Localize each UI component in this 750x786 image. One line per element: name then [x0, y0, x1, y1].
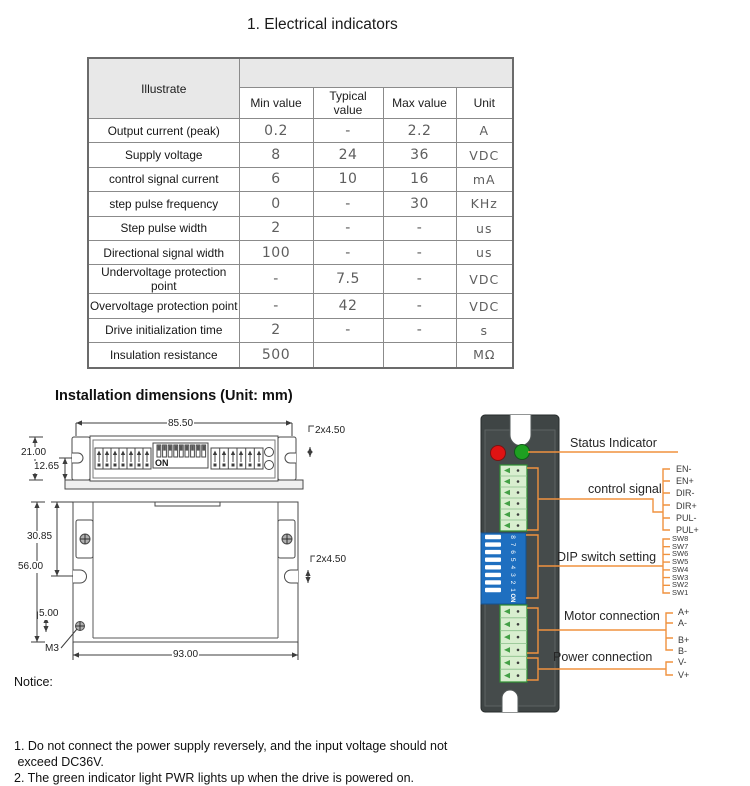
installation-title: Installation dimensions (Unit: mm): [55, 388, 293, 404]
pin-label: SW8: [672, 534, 689, 543]
green-led: [515, 445, 530, 460]
front-view-right-slot: [285, 570, 299, 583]
power-connection-label: Power connection: [553, 650, 653, 664]
max-value-cell: 16: [383, 167, 456, 191]
dip-number: 6: [509, 550, 516, 554]
typical-value-cell: [313, 343, 383, 368]
pin-label: A+: [678, 607, 690, 617]
front-view-left-slot: [73, 570, 87, 583]
electrical-indicators-table: [87, 57, 514, 369]
typical-value-cell: -: [313, 119, 383, 143]
col-header-unit: Unit: [456, 88, 513, 119]
page-title: 1. Electrical indicators: [247, 16, 398, 33]
pin-label: PUL+: [676, 525, 699, 536]
pin-label: SW5: [672, 557, 689, 567]
dip-on-label: ON: [509, 593, 515, 603]
min-value-cell: 2: [239, 318, 313, 342]
row-label-cell: Drive initialization time: [88, 318, 239, 342]
pin-label: SW3: [672, 572, 689, 582]
pin-label: SW7: [672, 541, 689, 551]
top-view-on-label: ON: [155, 458, 169, 468]
unit-cell: VDC: [456, 143, 513, 167]
control-terminal: [500, 465, 527, 531]
status-indicator-label: Status Indicator: [570, 436, 657, 450]
pin-label: V-: [678, 657, 687, 667]
unit-cell: MΩ: [456, 343, 513, 368]
unit-cell: s: [456, 318, 513, 342]
pin-label: PUL-: [676, 512, 697, 523]
typical-value-cell: -: [313, 216, 383, 240]
dim-front-hole: 30.85: [27, 531, 53, 542]
pin-label: DIR-: [676, 488, 695, 499]
dip-number: 4: [509, 565, 516, 570]
dip-number: 2: [509, 580, 516, 585]
unit-cell: A: [456, 119, 513, 143]
notice-line: exceed DC36V.: [14, 755, 104, 769]
pin-label: EN+: [676, 476, 694, 487]
driver-bottom-notch: [502, 690, 518, 712]
pin-label: B+: [678, 635, 690, 645]
notice-line: 1. Do not connect the power supply reversely, and the input voltage should not: [14, 739, 448, 753]
pin-label: A-: [678, 618, 687, 628]
table-row: [88, 294, 513, 318]
min-value-cell: 100: [239, 240, 313, 264]
max-value-cell: 30: [383, 192, 456, 216]
row-label-cell: Step pulse width: [88, 216, 239, 240]
power-pin-bracket: [666, 662, 673, 675]
dim-top-slot: 2x4.50: [315, 425, 346, 436]
row-label-cell: step pulse frequency: [88, 192, 239, 216]
dip-number: 8: [509, 535, 516, 539]
max-value-cell: -: [383, 294, 456, 318]
typical-value-cell: 24: [313, 143, 383, 167]
max-value-cell: 2.2: [383, 119, 456, 143]
row-label-cell: Directional signal width: [88, 240, 239, 264]
motor-connection-label: Motor connection: [564, 609, 660, 623]
row-label-cell: Overvoltage protection point: [88, 294, 239, 318]
notice-title: Notice:: [14, 675, 53, 689]
min-value-cell: 2: [239, 216, 313, 240]
min-value-cell: 0: [239, 192, 313, 216]
typical-value-cell: 10: [313, 167, 383, 191]
min-value-cell: -: [239, 265, 313, 294]
top-view-left-slot: [72, 453, 83, 463]
typical-value-cell: -: [313, 240, 383, 264]
motor-pin-list: [678, 607, 689, 657]
min-value-cell: -: [239, 294, 313, 318]
table-row: [88, 318, 513, 342]
unit-cell: KHz: [456, 192, 513, 216]
unit-cell: VDC: [456, 294, 513, 318]
typical-value-cell: -: [313, 318, 383, 342]
table-row: [88, 167, 513, 191]
unit-cell: mA: [456, 167, 513, 191]
pin-label: V+: [678, 670, 690, 680]
control-pin-bracket: [663, 469, 670, 530]
driver-diagram: [470, 408, 750, 720]
unit-cell: us: [456, 240, 513, 264]
typical-value-cell: 42: [313, 294, 383, 318]
dim-front-width: 93.00: [173, 649, 199, 660]
min-value-cell: 6: [239, 167, 313, 191]
dim-top-height: 21.00: [21, 447, 47, 458]
table-row: [88, 192, 513, 216]
notice-lines: [14, 690, 447, 786]
min-value-cell: 500: [239, 343, 313, 368]
typical-value-cell: -: [313, 192, 383, 216]
table-header-band: [239, 58, 513, 88]
dim-front-height: 56.00: [18, 561, 44, 572]
dim-front-offset: 5.00: [39, 608, 59, 619]
row-label-cell: Insulation resistance: [88, 343, 239, 368]
unit-cell: VDC: [456, 265, 513, 294]
pin-label: EN-: [676, 464, 692, 474]
max-value-cell: -: [383, 318, 456, 342]
red-led: [491, 446, 506, 461]
dip-switch: [481, 533, 526, 604]
table-row: [88, 143, 513, 167]
table-row: [88, 119, 513, 143]
table-row: [88, 265, 513, 294]
row-label-cell: Supply voltage: [88, 143, 239, 167]
pin-label: SW4: [672, 564, 689, 574]
table-row: [88, 240, 513, 264]
dip-switch-setting-label: DIP switch setting: [557, 550, 657, 564]
max-value-cell: -: [383, 265, 456, 294]
control-signal-label: control signal: [588, 482, 662, 496]
dip-number: 1: [509, 588, 516, 592]
dim-top-inner: 12.65: [34, 461, 60, 472]
dim-top-width: 85.50: [168, 418, 194, 429]
dip-number: 3: [509, 573, 516, 577]
pin-label: DIR+: [676, 500, 697, 511]
pin-label: SW2: [672, 580, 689, 590]
unit-cell: us: [456, 216, 513, 240]
dip-number: 7: [509, 542, 516, 547]
notice-line: 2. The green indicator light PWR lights up when the drive is powered on.: [14, 771, 414, 785]
dip-pin-list: [672, 535, 688, 597]
pin-label: SW1: [672, 587, 689, 597]
control-pin-list: [676, 463, 699, 536]
col-header-max: Max value: [383, 88, 456, 119]
power-pin-list: [678, 656, 689, 682]
min-value-cell: 8: [239, 143, 313, 167]
front-view-body: [73, 502, 298, 642]
top-view-right-slot: [285, 453, 296, 463]
pin-label: B-: [678, 646, 687, 656]
installation-drawing: [15, 410, 370, 675]
table-corner-header: Illustrate: [88, 58, 239, 119]
max-value-cell: -: [383, 216, 456, 240]
dim-front-slot: 2x4.50: [316, 554, 347, 565]
motor-pin-bracket: [666, 613, 673, 650]
notice-block: [14, 674, 447, 786]
col-header-typical: Typical value: [313, 88, 383, 119]
row-label-cell: control signal current: [88, 167, 239, 191]
typical-value-cell: 7.5: [313, 265, 383, 294]
col-header-min: Min value: [239, 88, 313, 119]
pin-label: SW6: [672, 549, 689, 559]
dip-number: 5: [509, 557, 516, 562]
max-value-cell: 36: [383, 143, 456, 167]
max-value-cell: -: [383, 240, 456, 264]
dip-pin-bracket: [663, 539, 670, 593]
driver-top-notch: [510, 415, 531, 446]
motor-power-terminal: [500, 605, 527, 682]
row-label-cell: Output current (peak): [88, 119, 239, 143]
max-value-cell: [383, 343, 456, 368]
dim-front-screw: M3: [45, 643, 59, 654]
table-body: [88, 119, 513, 368]
table-row: [88, 343, 513, 368]
min-value-cell: 0.2: [239, 119, 313, 143]
row-label-cell: Undervoltage protection point: [88, 265, 239, 294]
table-row: [88, 216, 513, 240]
